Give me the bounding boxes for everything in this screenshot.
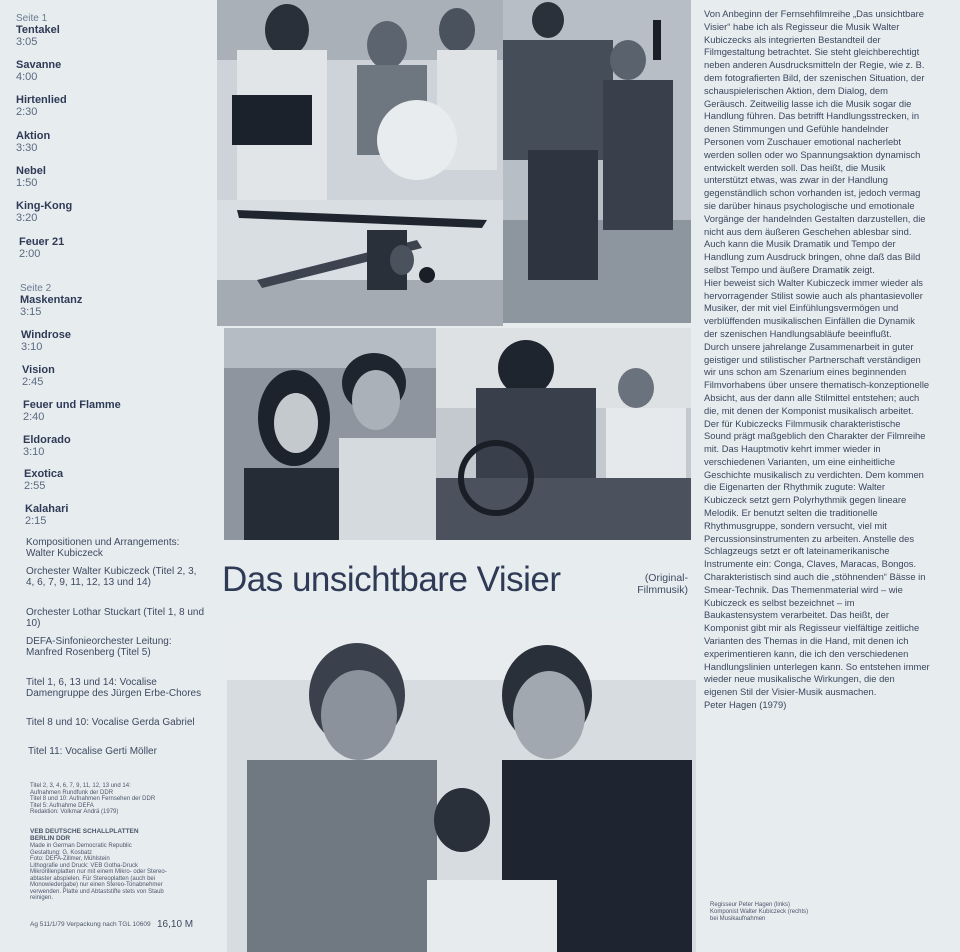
liner-signature: Peter Hagen (1979) [704,699,787,711]
photo-airplane-scene [217,200,503,326]
track-item: Exotica 2:55 [24,468,64,492]
track-item: Hirtenlied 2:30 [16,94,67,118]
fine-print: Titel 2, 3, 4, 6, 7, 9, 11, 12, 13 und 14: Aufnahmen Rundfunk der DDR Titel 8 und 10: Aufnahmen Fernsehen der DDR Titel 5: Aufnahme DEFA Redaktion: Volkmar Andrä (1979) [30,783,156,815]
photo-vehicle-scene [436,328,691,540]
track-item: King-Kong 3:20 [16,200,73,224]
liner-paragraph: Von Anbeginn der Fernsehfilmreihe „Das unsichtbare Visier“ habe ich als Regisseur die Musik Walter Kubiczecks als integrierten Bestandteil der Filmgestaltung betrachtet. Sie steht gleichberechtigt neben anderen Ausdrucksmitteln der Regie, wie z. B. dem fotografierten Bild, der szenischen Situation, der schauspielerischen Aktion, dem Dialog, dem Geräusch. Zeitweilig lasse ich die Musik sogar die Handlung führen. Das betrifft Handlungsstrecken, in denen Stimmungen und Gefühle handelnder Personen vom Zuschauer emotional nacherlebt werden sollen oder wo Spannungsaktion dynamisch entwickelt werden soll. Das heißt, die Musik unterstützt etwas, was zwar in der Handlung gegenständlich schon vorhanden ist, jedoch vermag sie darüber hinaus psychologische und emotionale Vorgänge der handelnden Gestalten darzustellen, die nicht aus dem äußeren Geschehen ablesbar sind. Auch kann die Musik Dramatik und Tempo der Handlung zum Ausdruck bringen, ohne daß das Bild selbst Tempo und äußere Dramatik zeigt. [704,8,926,275]
price: 16,10 M [157,919,194,930]
liner-paragraph: Hier beweist sich Walter Kubiczeck immer wieder als hervorragender Stilist sowie auch als phantasievoller Musiker, der mit viel Einfühlungsvermögen und verblüffenden musikalischen Einfällen die Dynamik der szenischen Handlungsabläufe beeinflußt. [704,276,923,339]
liner-paragraph: Durch unsere jahrelange Zusammenarbeit in guter geistiger und stilistischer Partnerschaft verständigen wir uns schon am Szenarium eines beginnenden Filmvorhabens über unsere thematisch-konzeptionelle Absicht, aus der dann alle Stilmittel entstehen; auch die, mit denen der Komponist musikalisch arbeitet. Der für Kubiczecks Filmmusik charakteristische Sound prägt maßgeblich den Charakter der Filmreihe mit. Das Hauptmotiv kehrt immer wieder in verschiedenen Varianten, um eine einheitliche Geschichte musikalisch zu verdichten. Dem kommen die Eigenarten der Rhythmik zugute: Walter Kubiczeck setzt gern Polyrhythmik gegen lineare Melodik. Er benutzt selten die traditionelle Rhythmusgruppe, sondern versucht, viel mit Percussionsinstrumenten zu arbeiten. Anstelle des Schlagzeugs setzt er oft lateinamerikanische Instrumente ein: Conga, Claves, Maracas, Bongos. Charakteristisch sind auch die „stöhnenden“ Bässe in Smear-Technik. Das Themenmaterial wird – wie Kubiczeck es selbst bezeichnet – im Baukastensystem verarbeitet. Das heißt, der Komponist gibt mir als Regisseur vielfältige zeitliche Varianten des Themas in die Hand, mit denen ich experimentieren kann, die ich den verschiedenen Handlungslinien unterlegen kann. So entstehen immer wieder neue musikalische Wirkungen, die den eigenen Stil der Visier-Musik ausmachen. [704,340,930,698]
track-item: Aktion 3:30 [16,130,51,154]
credit-orchestra-stuckart: Orchester Lothar Stuckart (Titel 1, 8 und 10) [26,607,205,629]
credit-composer: Kompositionen und Arrangements: Walter Kubiczeck [26,537,180,559]
photo-director-composer [227,620,696,952]
track-item: Vision 2:45 [22,364,55,388]
photo-office-scene [217,0,503,200]
track-item: Windrose 3:10 [21,329,72,353]
credit-vocal-choir: Titel 1, 6, 13 und 14: Vocalise Damengruppe des Jürgen Erbe-Chores [26,677,202,699]
label-fine-print: Made in German Democratic Republic Gestaltung: G. Kosbatz Foto: DEFA-Zillmer, Mühlstein Lithografie und Druck: VEB Gotha-Druck Mikrorillenplatten nur mit einem Mikro- oder Stereo- abtaster abspielen. Für Stereoplatten (auch bei Monowiedergabe) nur einen Stereo-Tonabnehmer verwenden. Platte und Abtaststifte stets von Staub reinigen. [30,843,167,901]
photo-caption: Regisseur Peter Hagen (links) Komponist Walter Kubiczeck (rechts) bei Musikaufnahmen [710,902,809,922]
side1-label: Seite 1 [16,13,48,24]
credit-defa: DEFA-Sinfonieorchester Leitung: Manfred Rosenberg (Titel 5) [26,636,172,658]
tracklist-column [0,0,216,952]
photo-couple-scene [224,328,436,540]
catalog-number: Ag 511/1/79 Verpackung nach TGL 10609 [30,921,151,928]
credit-orchestra-kubiczeck: Orchester Walter Kubiczeck (Titel 2, 3, 4, 6, 7, 9, 11, 12, 13 und 14) [26,566,197,588]
track-item: Feuer 21 2:00 [19,236,65,260]
photo-action-scene [503,0,691,323]
track-item: Feuer und Flamme 2:40 [23,399,121,423]
track-item: Nebel 1:50 [16,165,46,189]
credit-vocal-moeller: Titel 11: Vocalise Gerti Möller [28,746,157,757]
album-title: Das unsichtbare Visier [222,560,561,599]
label-block: VEB DEUTSCHE SCHALLPLATTEN BERLIN DDR [30,828,139,842]
side2-label: Seite 2 [20,283,52,294]
track-item: Eldorado 3:10 [23,434,71,458]
track-item: Tentakel 3:05 [16,24,60,48]
track-item: Savanne 4:00 [16,59,62,83]
liner-notes [704,8,930,712]
credit-vocal-gabriel: Titel 8 und 10: Vocalise Gerda Gabriel [26,717,195,728]
track-item: Maskentanz 3:15 [20,294,83,318]
album-subtitle: (Original- Filmmusik) [637,572,688,596]
track-item: Kalahari 2:15 [25,503,69,527]
